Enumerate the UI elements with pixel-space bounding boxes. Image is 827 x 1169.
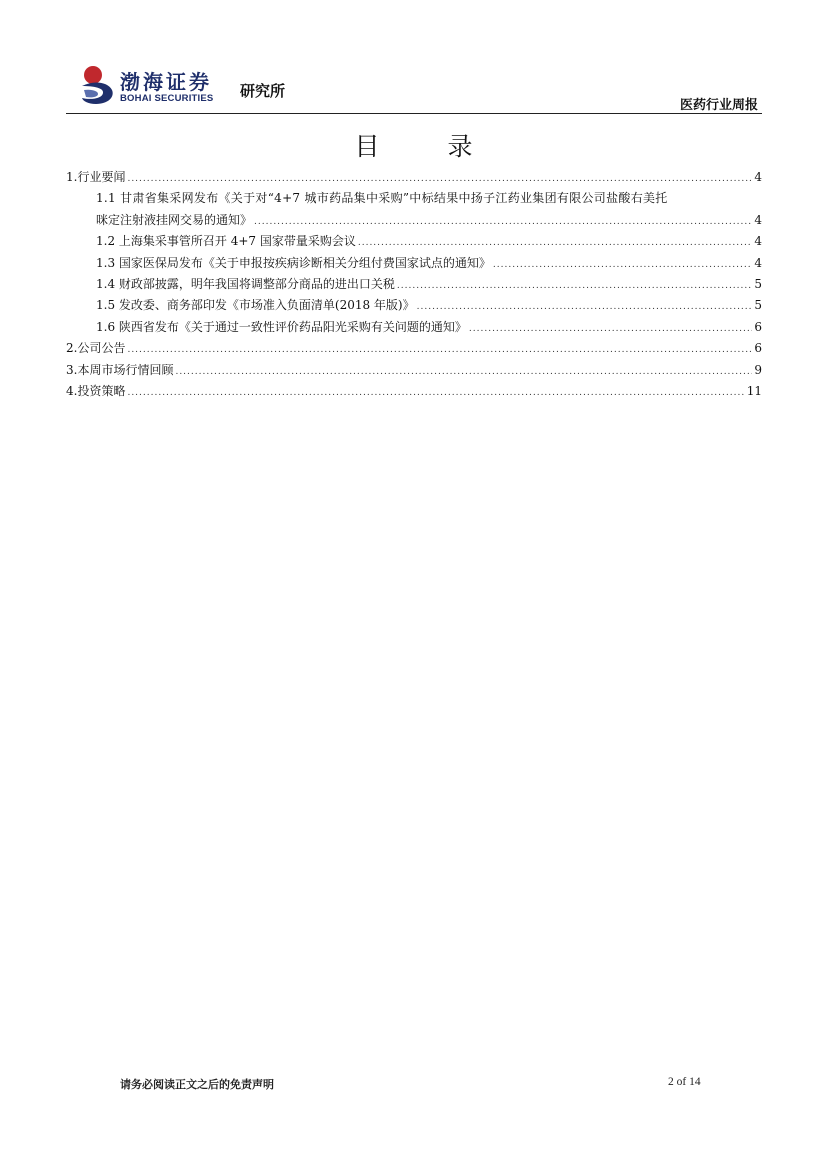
toc-item-page: 5 <box>754 298 762 313</box>
toc-item-label: 1.行业要闻 <box>66 170 126 184</box>
toc-item-page: 4 <box>754 234 762 249</box>
logo-english-name: BOHAI SECURITIES <box>120 93 214 104</box>
toc-item-label: 2.公司公告 <box>66 341 126 356</box>
toc-leader-dots <box>493 255 752 276</box>
toc-leader-dots <box>127 169 752 190</box>
toc-leader-dots <box>469 319 752 340</box>
toc-item-label: 1.5 发改委、商务部印发《市场准入负面清单(2018 年版)》 <box>96 298 415 313</box>
logo-chinese-name: 渤海证券 <box>120 70 212 94</box>
table-of-contents <box>66 167 762 402</box>
footer-disclaimer: 请务必阅读正文之后的免责声明 <box>120 1078 274 1091</box>
toc-item-gansu-procurement[interactable] <box>66 188 762 231</box>
toc-item-label: 3.本周市场行情回顾 <box>66 362 174 377</box>
toc-item-label: 1.4 财政部披露，明年我国将调整部分商品的进出口关税 <box>96 276 395 291</box>
toc-item-page: 6 <box>754 341 762 356</box>
toc-leader-dots <box>254 212 752 233</box>
toc-item-tariff-adjustment[interactable] <box>66 274 762 295</box>
toc-leader-dots <box>358 233 753 254</box>
toc-item-label-line2: 咪定注射液挂网交易的通知》 <box>96 212 253 227</box>
toc-item-market-review[interactable] <box>66 360 762 381</box>
logo-institute-name: 研究所 <box>240 82 286 100</box>
toc-item-negative-list[interactable] <box>66 295 762 316</box>
toc-item-industry-news[interactable] <box>66 167 762 188</box>
toc-item-label: 4.投资策略 <box>66 383 126 398</box>
toc-item-label: 1.3 国家医保局发布《关于申报按疾病诊断相关分组付费国家试点的通知》 <box>96 255 491 270</box>
toc-item-page: 5 <box>754 276 762 291</box>
toc-item-page: 9 <box>754 362 762 377</box>
toc-item-label: 1.2 上海集采事管所召开 4+7 国家带量采购会议 <box>96 234 356 249</box>
toc-item-shaanxi-procurement[interactable] <box>66 317 762 338</box>
bohai-logo-icon <box>78 64 116 106</box>
toc-item-nhsa-drg[interactable] <box>66 253 762 274</box>
toc-leader-dots <box>417 297 753 318</box>
toc-title: 目 录 <box>354 132 503 161</box>
toc-item-shanghai-meeting[interactable] <box>66 231 762 252</box>
toc-leader-dots <box>397 276 752 297</box>
header-divider <box>66 113 762 114</box>
toc-item-page: 4 <box>754 255 762 270</box>
toc-leader-dots <box>175 362 752 383</box>
toc-leader-dots <box>127 340 752 361</box>
footer-page-indicator: 2 of 14 <box>668 1076 701 1088</box>
toc-item-investment-strategy[interactable] <box>66 381 762 402</box>
bohai-securities-logo <box>78 64 308 108</box>
toc-item-label-line1: 1.1 甘肃省集采网发布《关于对“4+7 城市药品集中采购”中标结果中扬子江药业集团有限公司盐酸右美托 <box>96 191 668 206</box>
toc-item-page: 11 <box>746 383 762 398</box>
toc-item-page: 6 <box>754 319 762 334</box>
toc-item-page: 4 <box>754 170 762 184</box>
toc-item-page: 4 <box>754 212 762 227</box>
report-type-label: 医药行业周报 <box>679 98 758 113</box>
toc-item-company-announcements[interactable] <box>66 338 762 359</box>
page-header <box>66 58 762 114</box>
toc-leader-dots <box>127 383 744 404</box>
toc-item-label: 1.6 陕西省发布《关于通过一致性评价药品阳光采购有关问题的通知》 <box>96 319 467 334</box>
